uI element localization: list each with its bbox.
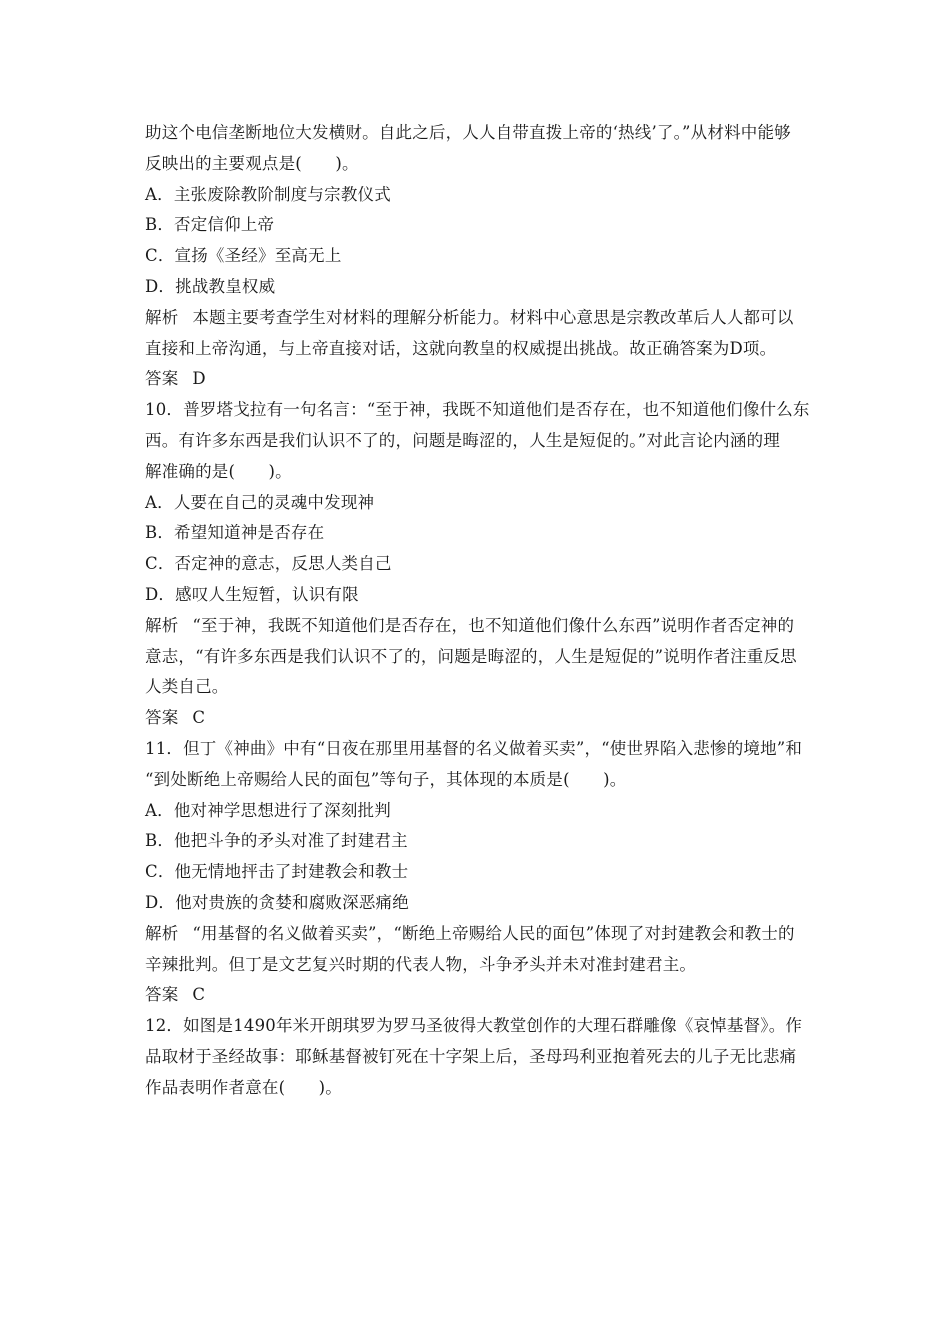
q9-answer-line	[145, 364, 810, 395]
q12-stem-line-2: 品取材于圣经故事：耶稣基督被钉死在十字架上后，圣母玛利亚抱着死去的儿子无比悲痛	[145, 1046, 797, 1066]
q11-analysis-line-1	[145, 919, 810, 950]
q10-answer-value: C	[192, 708, 206, 728]
q12-stem-line-3: 作品表明作者意在( )。	[145, 1077, 342, 1097]
q10-analysis-label: 解析	[145, 615, 179, 635]
q10-analysis-text-1: “至于神，我既不知道他们是否存在，也不知道他们像什么东西”说明作者否定神的	[192, 615, 795, 635]
q11-stem-line-1: 11．但丁《神曲》中有“日夜在那里用基督的名义做着买卖”，“使世界陷入悲惨的境地”和	[145, 738, 803, 758]
q11-answer-value: C	[192, 985, 206, 1005]
q10-analysis-line-2: 意志，“有许多东西是我们认识不了的，问题是晦涩的，人生是短促的”说明作者注重反思	[145, 646, 797, 666]
q9-analysis-label: 解析	[145, 307, 179, 327]
q11-option-c: C．他无情地抨击了封建教会和教士	[145, 862, 409, 882]
q9-stem-line-2: 反映出的主要观点是( )。	[145, 153, 359, 173]
q9-answer-value: D	[192, 369, 206, 389]
q11-answer-line	[145, 980, 810, 1011]
q11-option-b: B．他把斗争的矛头对准了封建君主	[145, 831, 408, 851]
q11-analysis-text-1: “用基督的名义做着买卖”，“断绝上帝赐给人民的面包”体现了对封建教会和教士的	[192, 923, 795, 943]
q10-option-c: C．否定神的意志，反思人类自己	[145, 554, 392, 574]
q9-option-b: B．否定信仰上帝	[145, 215, 275, 235]
q10-analysis-line-1	[145, 611, 810, 642]
q10-answer-line	[145, 703, 810, 734]
q9-option-d: D．挑战教皇权威	[145, 276, 276, 296]
q12-stem-line-1: 12．如图是1490年米开朗琪罗为罗马圣彼得大教堂创作的大理石群雕像《哀悼基督》。作	[145, 1016, 803, 1036]
q11-option-d: D．他对贵族的贪婪和腐败深恶痛绝	[145, 892, 409, 912]
q10-stem-line-1: 10．普罗塔戈拉有一句名言：“至于神，我既不知道他们是否存在，也不知道他们像什么东	[145, 400, 810, 420]
q11-analysis-line-2: 辛辣批判。但丁是文艺复兴时期的代表人物，斗争矛头并未对准封建君主。	[145, 954, 697, 974]
q11-stem-line-2: “到处断绝上帝赐给人民的面包”等句子，其体现的本质是( )。	[145, 769, 627, 789]
q10-option-b: B．希望知道神是否存在	[145, 523, 325, 543]
q9-option-c: C．宣扬《圣经》至高无上	[145, 246, 342, 266]
q11-answer-label: 答案	[145, 985, 179, 1005]
document-page	[145, 118, 810, 1104]
q10-analysis-line-3: 人类自己。	[145, 677, 229, 697]
q9-analysis-text-1: 本题主要考查学生对材料的理解分析能力。材料中心意思是宗教改革后人人都可以	[192, 307, 794, 327]
q11-analysis-label: 解析	[145, 923, 179, 943]
q9-option-a: A．主张废除教阶制度与宗教仪式	[145, 184, 391, 204]
q10-stem-line-2: 西。有许多东西是我们认识不了的，问题是晦涩的，人生是短促的。”对此言论内涵的理	[145, 430, 780, 450]
q9-analysis-line-1	[145, 303, 810, 334]
q9-answer-label: 答案	[145, 369, 179, 389]
q9-stem-line-1: 助这个电信垄断地位大发横财。自此之后，人人自带直拨上帝的‘热线’了。”从材料中能够	[145, 123, 791, 142]
q10-option-d: D．感叹人生短暂，认识有限	[145, 584, 359, 604]
q10-option-a: A．人要在自己的灵魂中发现神	[145, 492, 375, 512]
q10-answer-label: 答案	[145, 708, 179, 728]
q10-stem-line-3: 解准确的是( )。	[145, 461, 292, 481]
q11-option-a: A．他对神学思想进行了深刻批判	[145, 800, 391, 820]
q9-analysis-line-2: 直接和上帝沟通，与上帝直接对话，这就向教皇的权威提出挑战。故正确答案为D项。	[145, 338, 777, 358]
